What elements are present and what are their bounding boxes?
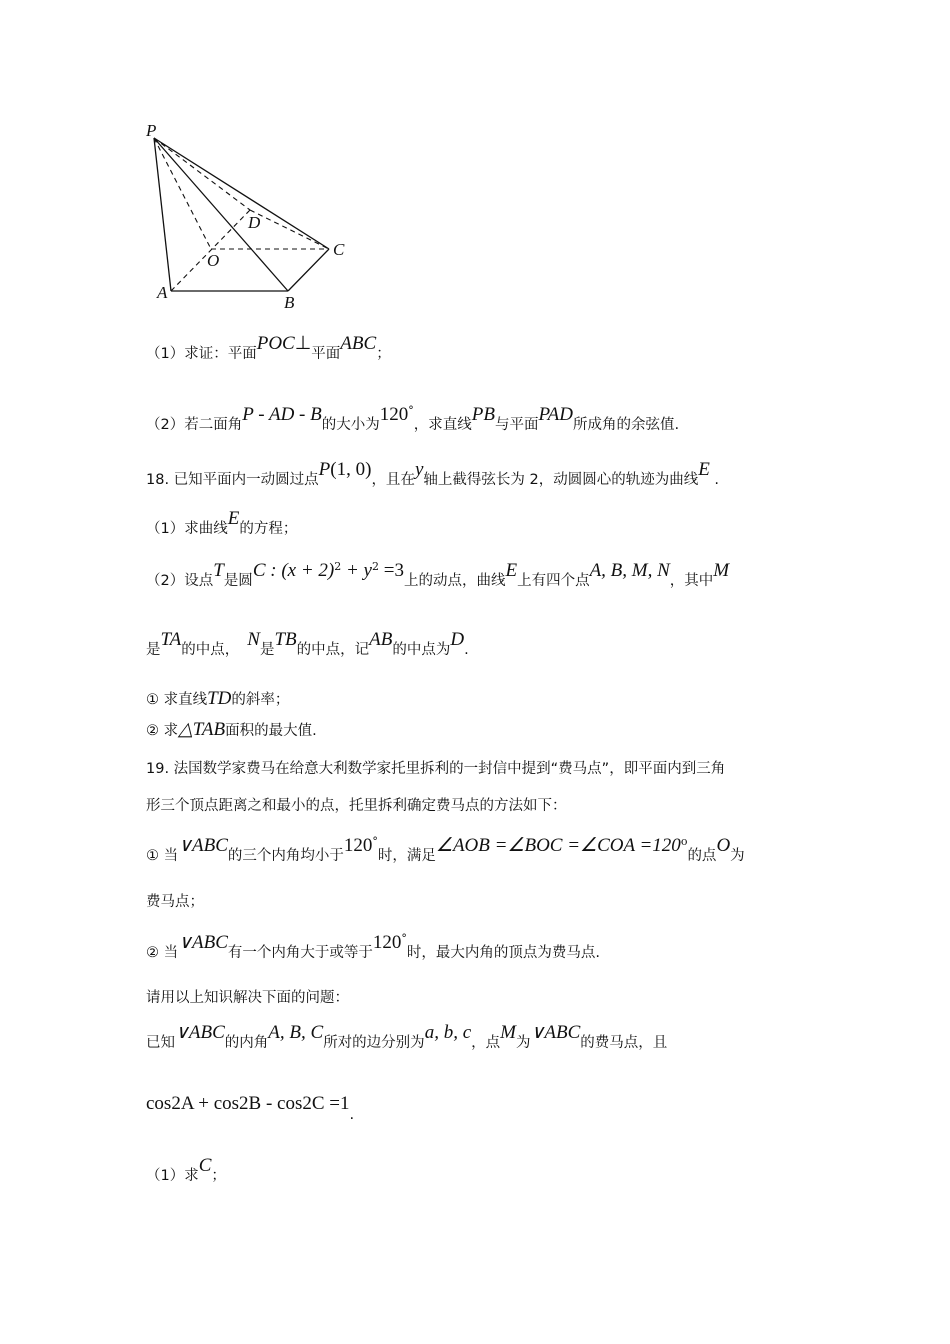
text: 上有四个点 xyxy=(517,573,590,589)
text: 的大小为 xyxy=(321,417,380,433)
math-POC: POC xyxy=(256,333,295,354)
text: 费马点； xyxy=(146,894,204,910)
q19-head-1 xyxy=(146,757,725,780)
text: 的斜率； xyxy=(231,692,290,708)
text: 的内角 xyxy=(224,1035,269,1051)
degree: o xyxy=(680,835,688,848)
math-T: T xyxy=(213,560,224,581)
text: 是圆 xyxy=(223,573,253,589)
edge-PA xyxy=(154,138,171,291)
text: . xyxy=(349,1107,355,1123)
math-E: E xyxy=(698,459,710,480)
math-circle-y: + y xyxy=(341,560,372,581)
pyramid-figure xyxy=(138,118,358,318)
superscript: 2 xyxy=(372,560,379,573)
q17-part2 xyxy=(146,404,680,436)
text: ，其中 xyxy=(669,573,714,589)
text: 的中点为 xyxy=(392,642,451,658)
text: 为 xyxy=(515,1035,531,1051)
math-O: O xyxy=(716,835,731,856)
text: ； xyxy=(211,1168,226,1184)
math-120: 120 xyxy=(343,835,373,856)
math-circle: C : (x + 2) xyxy=(252,560,335,581)
text: ，且在 xyxy=(371,472,415,488)
math-dihedral: P - AD - B xyxy=(242,404,322,425)
q18-sub1 xyxy=(146,688,289,711)
math-TA: TA xyxy=(160,629,182,650)
math-triangle-ABC: ∨ABC xyxy=(175,1022,225,1043)
text-end: ； xyxy=(376,346,391,362)
math-ABC: ABC xyxy=(340,333,377,354)
math-y: y xyxy=(414,459,424,480)
q17-part1 xyxy=(146,333,391,365)
q19-part1 xyxy=(146,1155,226,1187)
math-angles: ∠AOB =∠BOC =∠COA =120 xyxy=(435,835,681,856)
text: . xyxy=(464,642,469,658)
edge-DC xyxy=(250,210,329,249)
text: 轴上截得弦长为 2，动圆圆心的轨迹为曲线 xyxy=(423,472,699,488)
text: 已知 xyxy=(146,1035,175,1051)
q19-case2 xyxy=(146,932,601,964)
label-C: C xyxy=(333,240,345,259)
text: 时，最大内角的顶点为费马点. xyxy=(406,945,601,961)
math-N: N xyxy=(247,629,260,650)
math-M: M xyxy=(500,1022,516,1043)
text: 的中点，记 xyxy=(296,642,370,658)
text: 的三个内角均小于 xyxy=(227,848,344,864)
text: ① 当 xyxy=(146,848,179,864)
text: 请用以上知识解决下面的问题： xyxy=(146,990,349,1006)
math-PAD: PAD xyxy=(538,404,573,425)
text: 所成角的余弦值. xyxy=(572,417,680,433)
math-point: (1, 0) xyxy=(330,459,372,480)
edge-PB xyxy=(154,138,288,291)
text: 是 xyxy=(146,642,161,658)
math-ABMN: A, B, M, N xyxy=(589,560,670,581)
text: ② 求 xyxy=(146,723,179,739)
text: 是 xyxy=(259,642,275,658)
math-PB: PB xyxy=(471,404,495,425)
label-B: B xyxy=(284,293,295,312)
label-A: A xyxy=(157,283,168,302)
q17-part1-label: （1）求证：平面 xyxy=(146,346,257,362)
math-120: 120 xyxy=(379,404,409,425)
math-AB: AB xyxy=(369,629,393,650)
q18-head xyxy=(146,459,720,491)
text: . xyxy=(709,472,720,488)
text: ，点 xyxy=(471,1035,501,1051)
text: ，求直线 xyxy=(413,417,472,433)
label-P: P xyxy=(146,121,157,140)
q19-case1-cont xyxy=(146,890,204,913)
math-TB: TB xyxy=(274,629,297,650)
math-triangle-ABC: ∨ABC xyxy=(178,835,228,856)
text: 有一个内角大于或等于 xyxy=(227,945,373,961)
math-eq3: =3 xyxy=(379,560,404,581)
math-triangle-ABC: ∨ABC xyxy=(530,1022,581,1043)
text: 的点 xyxy=(687,848,717,864)
q19-case1 xyxy=(146,835,745,867)
math-120: 120 xyxy=(372,932,402,953)
text: 为 xyxy=(730,848,745,864)
q18-sub2 xyxy=(146,719,317,742)
degree: ° xyxy=(401,932,407,945)
text: 的费马点，且 xyxy=(580,1035,668,1051)
math-E: E xyxy=(505,560,518,581)
pyramid-diagram xyxy=(138,118,358,318)
edge-PD xyxy=(154,138,250,210)
text: 所对的边分别为 xyxy=(323,1035,425,1051)
perp-symbol: ⊥ xyxy=(294,333,312,354)
label-D: D xyxy=(248,213,261,232)
edge-PC xyxy=(154,138,329,249)
math-TD: TD xyxy=(207,688,232,709)
degree: ° xyxy=(408,404,414,417)
text: 形三个顶点距离之和最小的点，托里拆利确定费马点的方法如下： xyxy=(146,798,567,814)
q17-part2-label: （2）若二面角 xyxy=(146,417,243,433)
text: 与平面 xyxy=(494,417,539,433)
label-O: O xyxy=(207,251,220,270)
math-D: D xyxy=(450,629,465,650)
math-P: P xyxy=(318,459,331,480)
q19-title: 19. 法国数学家费马在给意大利数学家托里拆利的一封信中提到“费马点”，即平面内到三角 xyxy=(146,761,726,777)
q19-given xyxy=(146,1022,668,1054)
text: 的中点， xyxy=(181,642,240,658)
math-cos-equation: cos2A + cos2B - cos2C =1 xyxy=(146,1093,350,1114)
q18-part2-cont xyxy=(146,629,469,661)
math-triangle-ABC: ∨ABC xyxy=(178,932,228,953)
text: 上的动点，曲线 xyxy=(403,573,506,589)
math-C: C xyxy=(198,1155,212,1176)
text: ① 求直线 xyxy=(146,692,208,708)
q18-title: 18. 已知平面内一动圆过点 xyxy=(146,472,319,488)
q19-intro xyxy=(146,986,349,1009)
superscript: 2 xyxy=(334,560,342,573)
q18-part2-label: （2）设点 xyxy=(146,573,214,589)
math-sides-abc: a, b, c xyxy=(424,1022,472,1043)
text: 面积的最大值. xyxy=(225,723,317,739)
text: 的方程； xyxy=(239,521,298,537)
q19-head-2 xyxy=(146,794,567,817)
q18-part1 xyxy=(146,508,298,540)
text: ② 当 xyxy=(146,945,179,961)
q18-part2 xyxy=(146,560,730,592)
q19-equation xyxy=(146,1093,355,1123)
math-angles-ABC: A, B, C xyxy=(268,1022,324,1043)
q19-part1-label: （1）求 xyxy=(146,1168,199,1184)
degree: ° xyxy=(372,835,378,848)
math-M: M xyxy=(713,560,730,581)
math-triangle-TAB: △TAB xyxy=(178,719,226,740)
q18-part1-label: （1）求曲线 xyxy=(146,521,228,537)
math-E: E xyxy=(227,508,240,529)
text-plane: 平面 xyxy=(311,346,341,362)
text: 时，满足 xyxy=(377,848,436,864)
edge-BC xyxy=(288,249,329,291)
